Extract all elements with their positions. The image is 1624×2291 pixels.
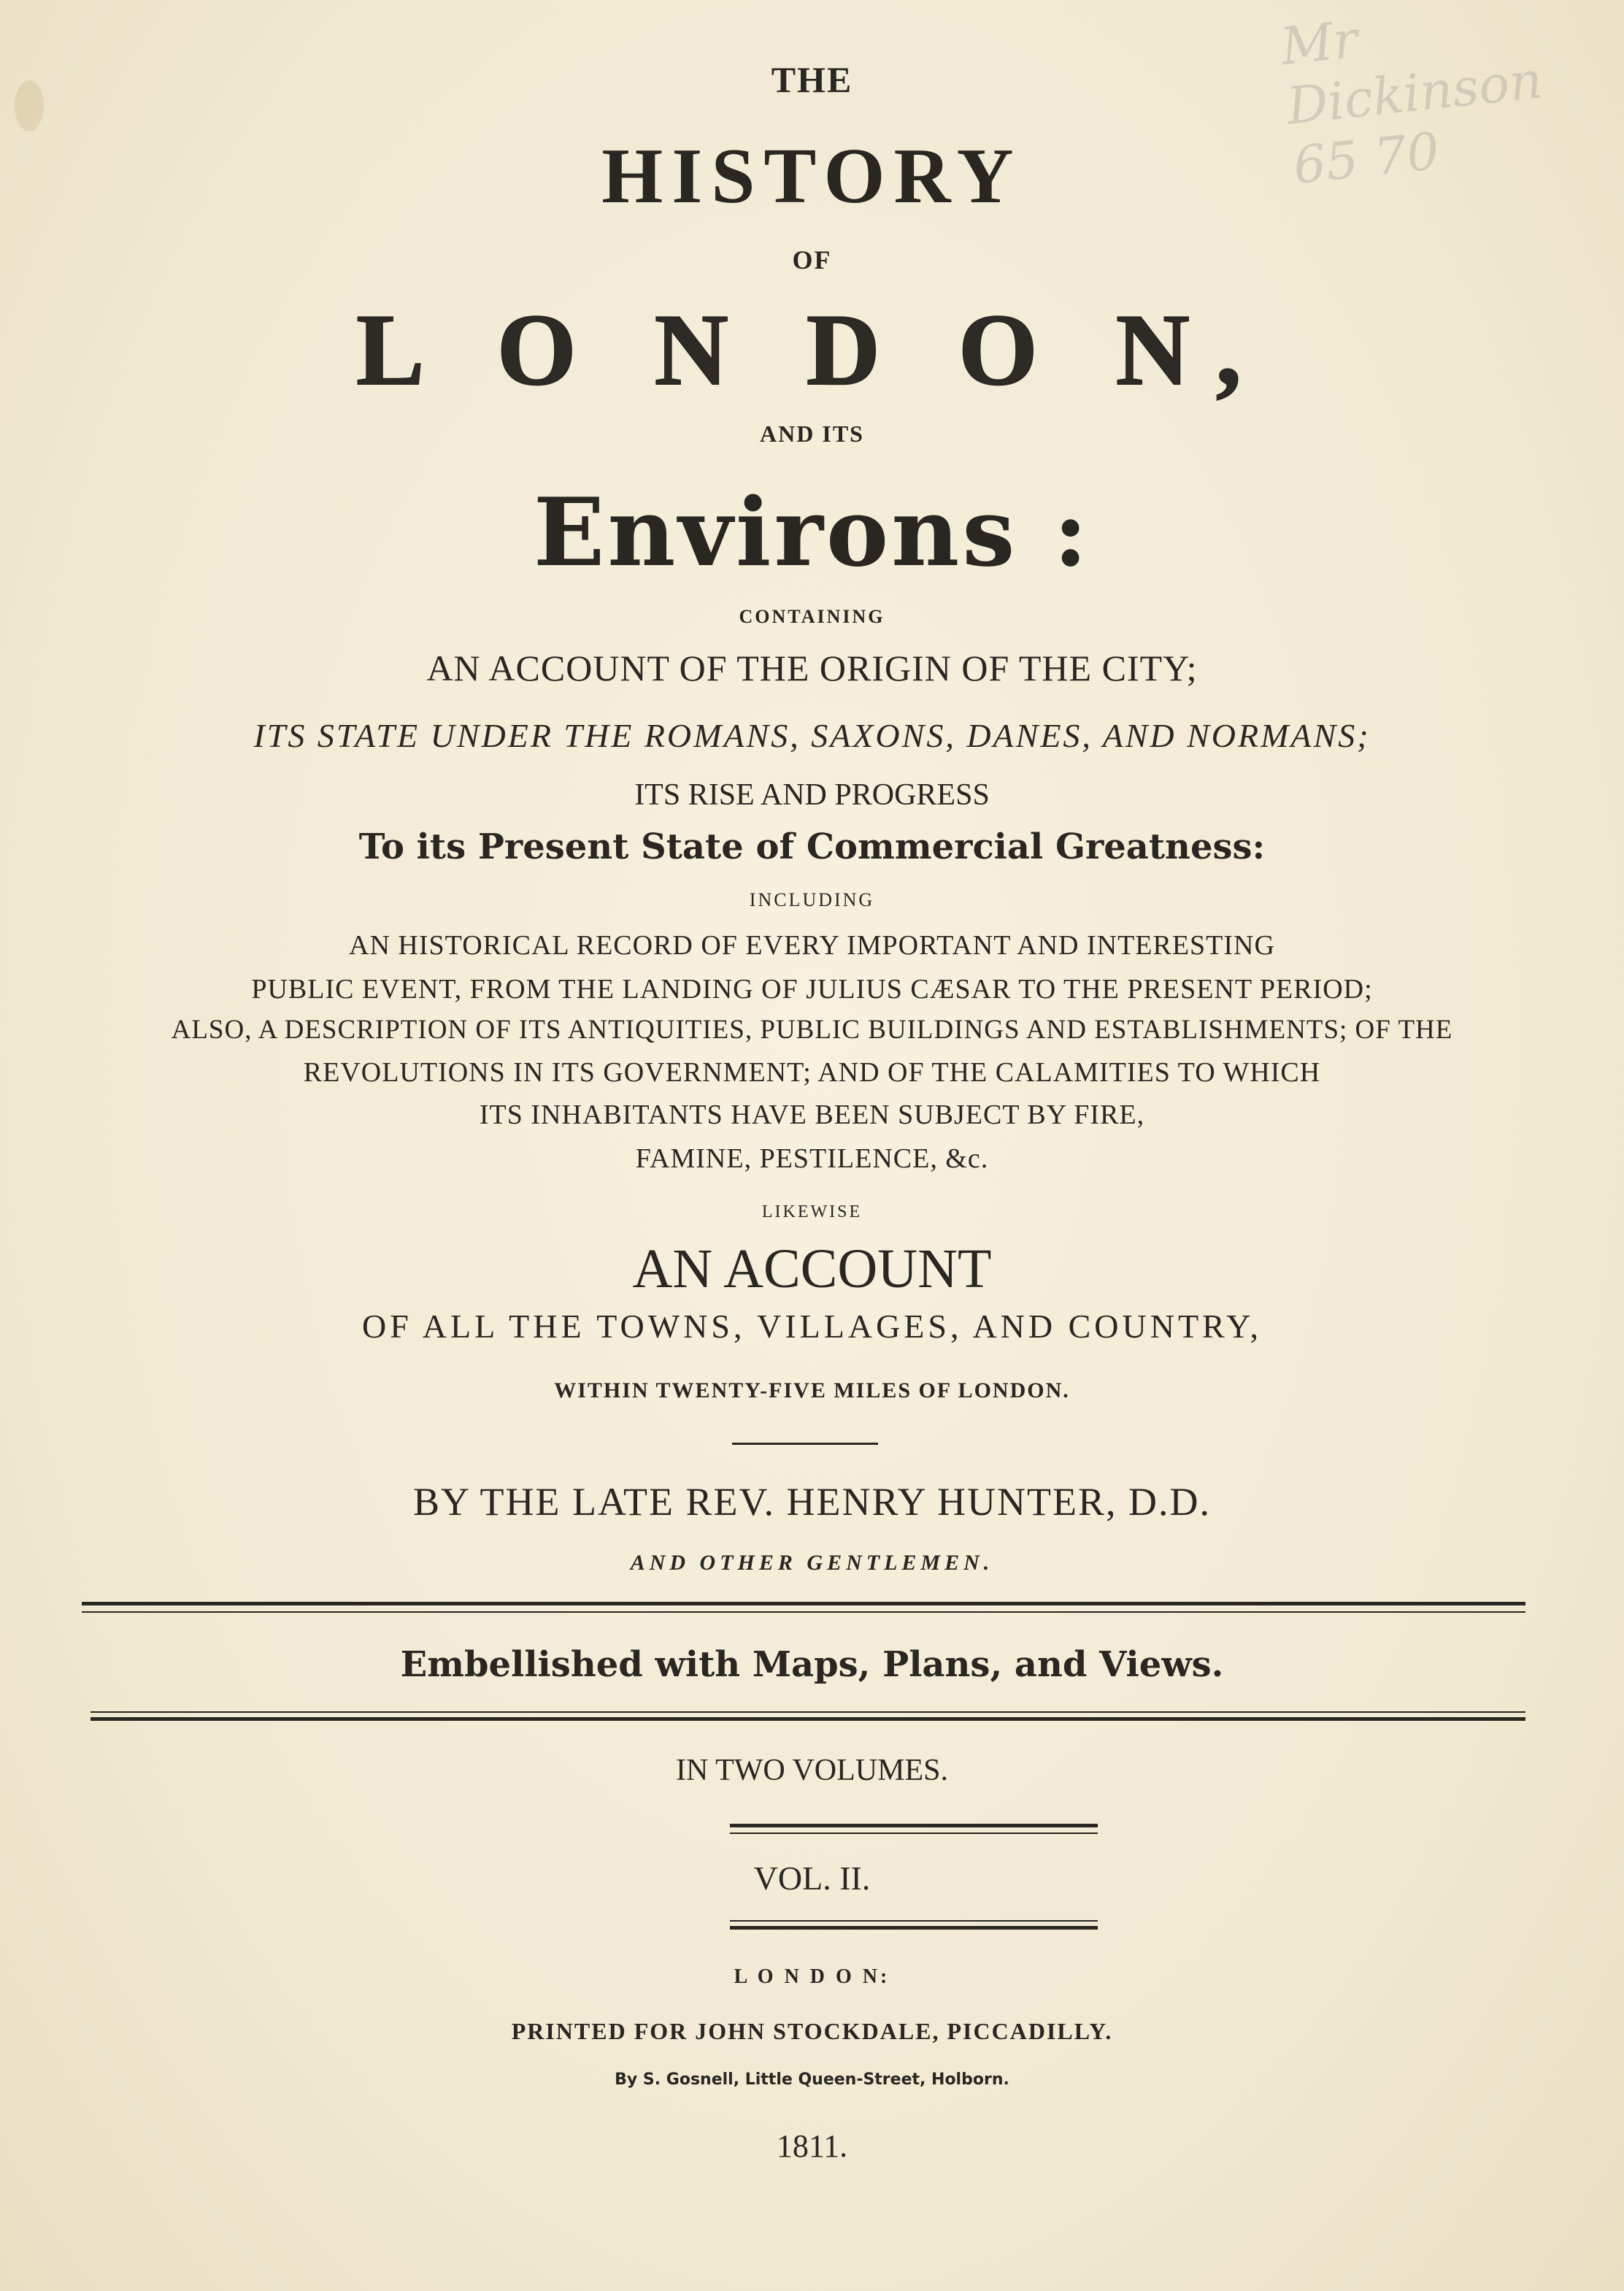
heading-an-account: AN ACCOUNT: [632, 1238, 992, 1300]
embellished-line: Embellished with Maps, Plans, and Views.: [400, 1644, 1224, 1685]
towns-line: OF ALL THE TOWNS, VILLAGES, AND COUNTRY,: [362, 1308, 1262, 1345]
para-line-3: ALSO, A DESCRIPTION OF ITS ANTIQUITIES, PUBLIC BUILDINGS AND ESTABLISHMENTS; OF THE: [171, 1015, 1453, 1045]
title-london: L O N D O N,: [356, 293, 1268, 407]
para-line-6: FAMINE, PESTILENCE, &c.: [635, 1143, 989, 1174]
volume-rule-bottom-b: [730, 1926, 1098, 1930]
volume-rule-top-a: [730, 1824, 1098, 1827]
volume-rule-bottom-a: [730, 1920, 1098, 1922]
contents-line-1: AN ACCOUNT OF THE ORIGIN OF THE CITY;: [426, 648, 1198, 688]
title-environs: Environs :: [533, 478, 1091, 588]
other-gentlemen: AND OTHER GENTLEMEN.: [630, 1551, 994, 1575]
imprint-city: L O N D O N:: [734, 1965, 890, 1988]
volume-rule-top-b: [730, 1833, 1098, 1834]
para-line-5: ITS INHABITANTS HAVE BEEN SUBJECT BY FIRE,: [479, 1100, 1145, 1130]
imprint-printer: By S. Gosnell, Little Queen-Street, Holborn.: [615, 2071, 1009, 2089]
contents-line-2: ITS STATE UNDER THE ROMANS, SAXONS, DANES, AND NORMANS;: [253, 717, 1371, 754]
author-line: BY THE LATE REV. HENRY HUNTER, D.D.: [413, 1480, 1211, 1524]
para-line-2: PUBLIC EVENT, FROM THE LANDING OF JULIUS CÆSAR TO THE PRESENT PERIOD;: [251, 974, 1373, 1005]
double-rule-mid-a: [91, 1711, 1525, 1713]
title-history: HISTORY: [601, 133, 1023, 220]
label-containing: CONTAINING: [739, 606, 885, 627]
label-likewise: LIKEWISE: [761, 1202, 863, 1221]
contents-line-4: To its Present State of Commercial Greatness:: [358, 826, 1266, 867]
title-of: OF: [792, 245, 832, 275]
volume-number: VOL. II.: [753, 1860, 871, 1897]
imprint-printed: PRINTED FOR JOHN STOCKDALE, PICCADILLY.: [511, 2018, 1113, 2044]
volumes-line: IN TWO VOLUMES.: [676, 1754, 948, 1787]
title-the: THE: [771, 59, 853, 100]
para-line-4: REVOLUTIONS IN ITS GOVERNMENT; AND OF THE CALAMITIES TO WHICH: [303, 1057, 1321, 1088]
short-rule: [732, 1443, 878, 1445]
contents-line-3: ITS RISE AND PROGRESS: [634, 778, 990, 812]
imprint-year: 1811.: [776, 2128, 848, 2164]
label-including: INCLUDING: [749, 889, 875, 910]
double-rule-top-a: [82, 1602, 1525, 1605]
double-rule-top-b: [82, 1611, 1525, 1613]
double-rule-mid-b: [91, 1717, 1525, 1721]
para-line-1: AN HISTORICAL RECORD OF EVERY IMPORTANT AND INTERESTING: [349, 930, 1275, 961]
within-line: WITHIN TWENTY-FIVE MILES OF LONDON.: [554, 1378, 1070, 1402]
pencil-annotation: Mr Dickinson 65 70: [1277, 9, 1545, 196]
title-and-its: AND ITS: [760, 421, 864, 447]
